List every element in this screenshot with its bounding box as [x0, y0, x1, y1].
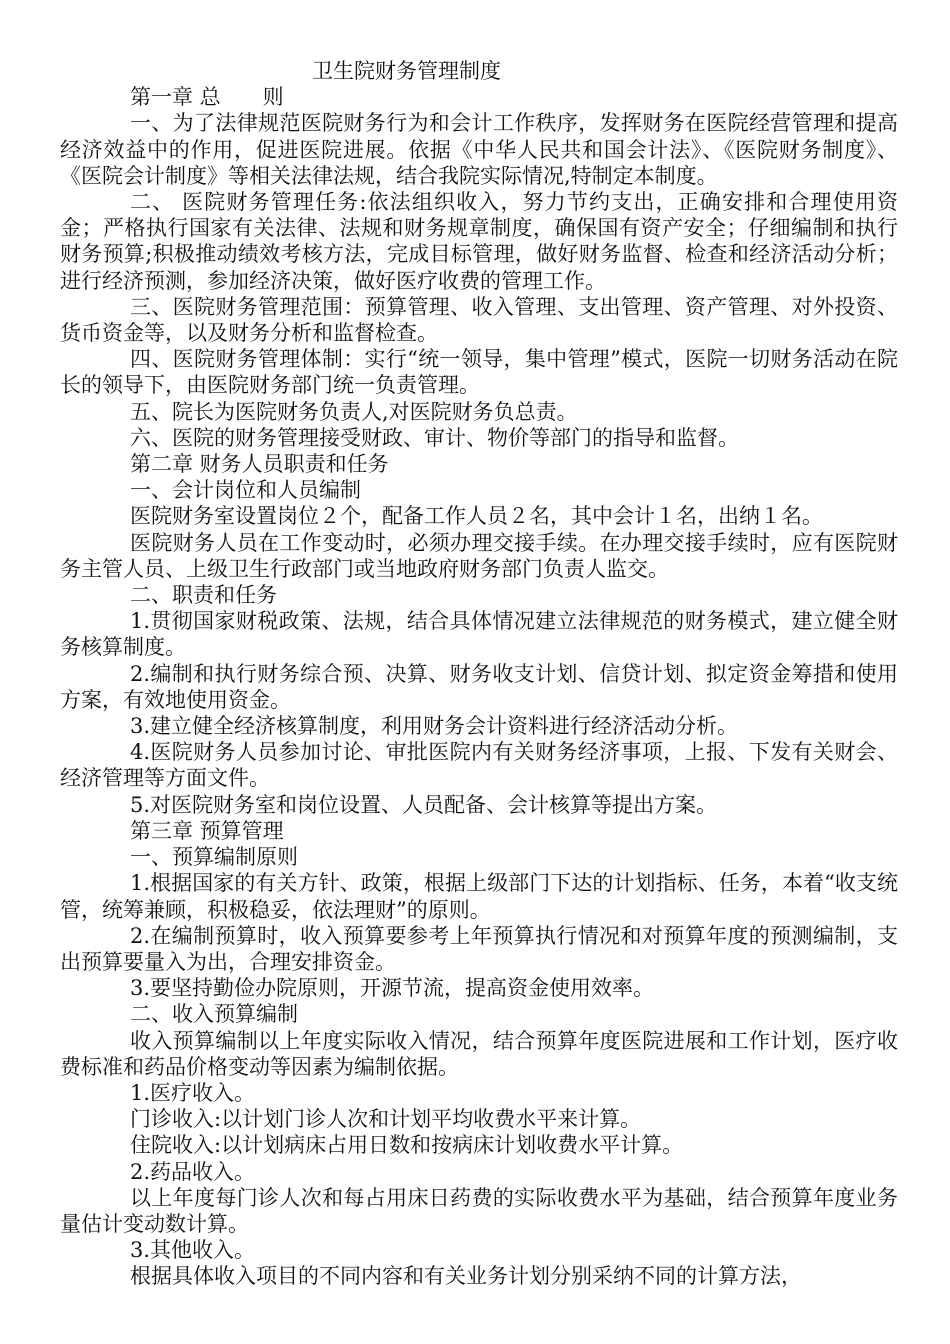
document-body: [60, 84, 898, 1289]
section-heading: 1.医疗收入。: [130, 1080, 256, 1105]
paragraph: 1.贯彻国家财税政策、法规，结合具体情况建立法律规范的财务模式，建立健全财务核算制度。: [60, 609, 898, 660]
paragraph: 住院收入:以计划病床占用日数和按病床计划收费水平计算。: [130, 1133, 684, 1158]
document-title: 卫生院财务管理制度: [312, 59, 501, 83]
section-heading: 3.其他收入。: [130, 1238, 256, 1263]
paragraph: 四、医院财务管理体制：实行“统一领导，集中管理”模式，医院一切财务活动在院长的领导下，由医院财务部门统一负责管理。: [60, 347, 898, 398]
paragraph: 医院财务人员在工作变动时，必须办理交接手续。在办理交接手续时，应有医院财务主管人员、上级卫生行政部门或当地政府财务部门负责人监交。: [60, 530, 898, 581]
section-heading: 二、职责和任务: [130, 583, 277, 608]
paragraph: 三、医院财务管理范围：预算管理、收入管理、支出管理、资产管理、对外投资、货币资金等，以及财务分析和监督检查。: [60, 294, 898, 346]
section-heading: 二、收入预算编制: [130, 1002, 298, 1027]
paragraph: 4.医院财务人员参加讨论、审批医院内有关财务经济事项，上报、下发有关财会、经济管理等方面文件。: [60, 740, 898, 791]
paragraph: 2.编制和执行财务综合预、决算、财务收支计划、信贷计划、拟定资金筹措和使用方案，有效地使用资金。: [60, 661, 898, 712]
paragraph: 3.建立健全经济核算制度，利用财务会计资料进行经济活动分析。: [130, 714, 739, 739]
paragraph: 收入预算编制以上年度实际收入情况，结合预算年度医院进展和工作计划，医疗收费标准和药品价格变动等因素为编制依据。: [60, 1028, 898, 1079]
chapter-heading: 第一章 总 则: [130, 85, 284, 110]
paragraph: 门诊收入:以计划门诊人次和计划平均收费水平来计算。: [130, 1107, 642, 1132]
chapter-heading: 第三章 预算管理: [130, 818, 284, 843]
paragraph: 3.要坚持勤俭办院原则，开源节流，提高资金使用效率。: [130, 976, 655, 1001]
paragraph: 1.根据国家的有关方针、政策，根据上级部门下达的计划指标、任务，本着“收支统管，统筹兼顾，积极稳妥，依法理财”的原则。: [60, 871, 898, 922]
paragraph: 六、医院的财务管理接受财政、审计、物价等部门的指导和监督。: [130, 425, 739, 450]
paragraph: 2.在编制预算时，收入预算要参考上年预算执行情况和对预算年度的预测编制，支出预算要量入为出，合理安排资金。: [60, 923, 898, 974]
paragraph: 5.对医院财务室和岗位设置、人员配备、会计核算等提出方案。: [130, 792, 718, 817]
section-heading: 2.药品收入。: [130, 1159, 256, 1184]
section-heading: 一、会计岗位和人员编制: [130, 478, 361, 503]
chapter-heading: 第二章 财务人员职责和任务: [130, 452, 389, 477]
paragraph: 根据具体收入项目的不同内容和有关业务计划分别采纳不同的计算方法，: [130, 1264, 802, 1289]
section-heading: 一、预算编制原则: [130, 845, 298, 870]
paragraph: 以上年度每门诊人次和每占用床日药费的实际收费水平为基础，结合预算年度业务量估计变动数计算。: [60, 1185, 898, 1236]
paragraph: 一、为了法律规范医院财务行为和会计工作秩序，发挥财务在医院经营管理和提高经济效益中的作用，促进医院进展。依据《中华人民共和国会计法》、《医院财务制度》、《医院会计制度》等相关法律法规，结合我院实际情况,特制定本制度。: [60, 111, 898, 188]
paragraph: 医院财务室设置岗位２个，配备工作人员２名，其中会计１名，出纳１名。: [130, 504, 823, 529]
paragraph: 五、院长为医院财务负责人,对医院财务负总责。: [130, 399, 578, 424]
paragraph: 二、 医院财务管理任务:依法组织收入，努力节约支出，正确安排和合理使用资金；严格执行国家有关法律、法规和财务规章制度，确保国有资产安全；仔细编制和执行财务预算;积极推动绩效考核方法，完成目标管理，做好财务监督、检查和经济活动分析；进行经济预测，参加经济决策，做好医疗收费的管理工作。: [60, 190, 898, 293]
